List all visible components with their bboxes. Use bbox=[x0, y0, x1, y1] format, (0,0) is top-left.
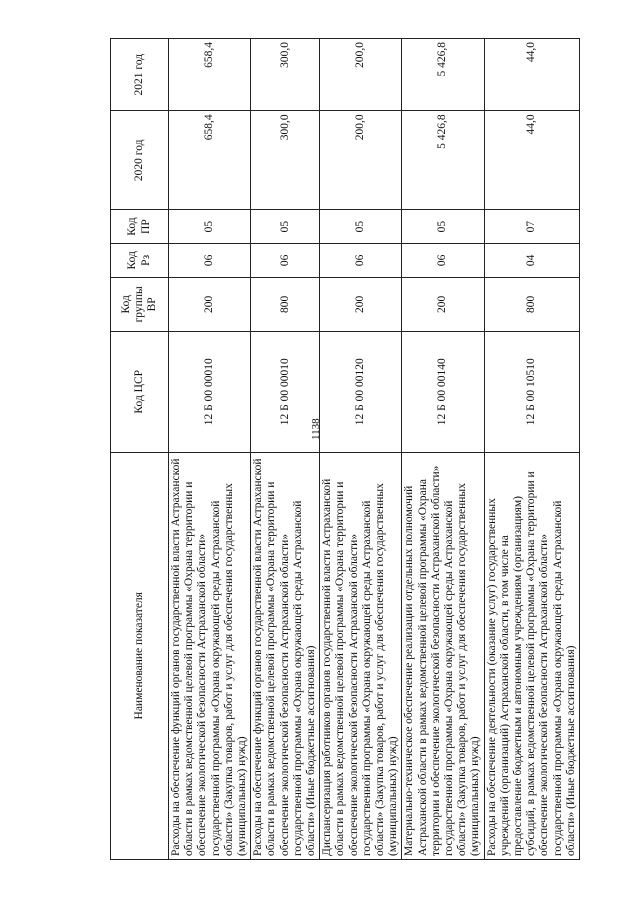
header-2020: 2020 год bbox=[111, 111, 169, 210]
row-name: Материально-техническое обеспечение реализации отдельных полномочий Астраханской области в рамках ведомственной целевой программы «Охрана территории и обеспечение экологической безопасности Астраханской области» государственной программы «Охрана окружающей среды Астраханской области» (Закупка товаров, работ и услуг для обеспечения государственных (муниципальных) нужд) bbox=[402, 452, 484, 859]
budget-table bbox=[110, 38, 580, 860]
row-rz: 06 bbox=[251, 243, 320, 277]
row-rz: 06 bbox=[402, 243, 484, 277]
row-rz: 06 bbox=[320, 243, 402, 277]
header-rz: Код Рз bbox=[111, 243, 169, 277]
row-pr: 05 bbox=[402, 210, 484, 244]
row-pr: 05 bbox=[169, 210, 251, 244]
table-row bbox=[169, 39, 251, 860]
row-rz: 04 bbox=[484, 243, 579, 277]
row-vr: 200 bbox=[402, 277, 484, 331]
row-vr: 800 bbox=[484, 277, 579, 331]
row-2020: 658,4 bbox=[169, 111, 251, 210]
row-vr: 200 bbox=[320, 277, 402, 331]
row-2020: 44,0 bbox=[484, 111, 579, 210]
row-2021: 200,0 bbox=[320, 39, 402, 111]
row-csr: 12 Б 00 00120 bbox=[320, 331, 402, 452]
header-vr: Код группы ВР bbox=[111, 277, 169, 331]
row-pr: 05 bbox=[320, 210, 402, 244]
row-name: Расходы на обеспечение функций органов государственной власти Астраханской области в рамках ведомственной целевой программы «Охрана территории и обеспечение экологической безопасности Астраханской области» государственной программы «Охрана окружающей среды Астраханской области» (Иные бюджетные ассигнования) bbox=[251, 452, 320, 859]
header-row bbox=[111, 39, 169, 860]
row-2021: 44,0 bbox=[484, 39, 579, 111]
row-pr: 05 bbox=[251, 210, 320, 244]
table-row bbox=[484, 39, 579, 860]
row-pr: 07 bbox=[484, 210, 579, 244]
row-2020: 300,0 bbox=[251, 111, 320, 210]
row-2021: 300,0 bbox=[251, 39, 320, 111]
rotated-document bbox=[110, 38, 610, 860]
header-2021: 2021 год bbox=[111, 39, 169, 111]
row-csr: 12 Б 00 00010 bbox=[169, 331, 251, 452]
table-row bbox=[251, 39, 320, 860]
page-number: 1138 bbox=[310, 418, 322, 440]
row-2020: 200,0 bbox=[320, 111, 402, 210]
row-2021: 5 426,8 bbox=[402, 39, 484, 111]
row-name: Диспансеризация работников органов государственной власти Астраханской области в рамках ведомственной целевой программы «Охрана территории и обеспечение экологической безопасности Астраханской области» государственной программы «Охрана окружающей среды Астраханской области» (Закупка товаров, работ и услуг для обеспечения государственных (муниципальных) нужд) bbox=[320, 452, 402, 859]
table-row bbox=[320, 39, 402, 860]
row-name: Расходы на обеспечение деятельности (оказание услуг) государственных учреждений (организаций) Астраханской области, в том числе на предоставление бюджетным и автономным учреждениям (организациям) субсидий, в рамках ведомственной целевой программы «Охрана территории и обеспечение экологической безопасности Астраханской области» государственной программы «Охрана окружающей среды Астраханской области» (Иные бюджетные ассигнования) bbox=[484, 452, 579, 859]
header-csr: Код ЦСР bbox=[111, 331, 169, 452]
row-csr: 12 Б 00 10510 bbox=[484, 331, 579, 452]
header-name: Наименование показателя bbox=[111, 452, 169, 859]
row-csr: 12 Б 00 00140 bbox=[402, 331, 484, 452]
row-name: Расходы на обеспечение функций органов государственной власти Астраханской области в рамках ведомственной целевой программы «Охрана территории и обеспечение экологической безопасности Астраханской области» государственной программы «Охрана окружающей среды Астраханской области» (Закупка товаров, работ и услуг для обеспечения государственных (муниципальных) нужд) bbox=[169, 452, 251, 859]
row-csr: 12 Б 00 00010 bbox=[251, 331, 320, 452]
row-vr: 800 bbox=[251, 277, 320, 331]
row-2021: 658,4 bbox=[169, 39, 251, 111]
row-2020: 5 426,8 bbox=[402, 111, 484, 210]
header-pr: Код ПР bbox=[111, 210, 169, 244]
table-row bbox=[402, 39, 484, 860]
row-rz: 06 bbox=[169, 243, 251, 277]
row-vr: 200 bbox=[169, 277, 251, 331]
